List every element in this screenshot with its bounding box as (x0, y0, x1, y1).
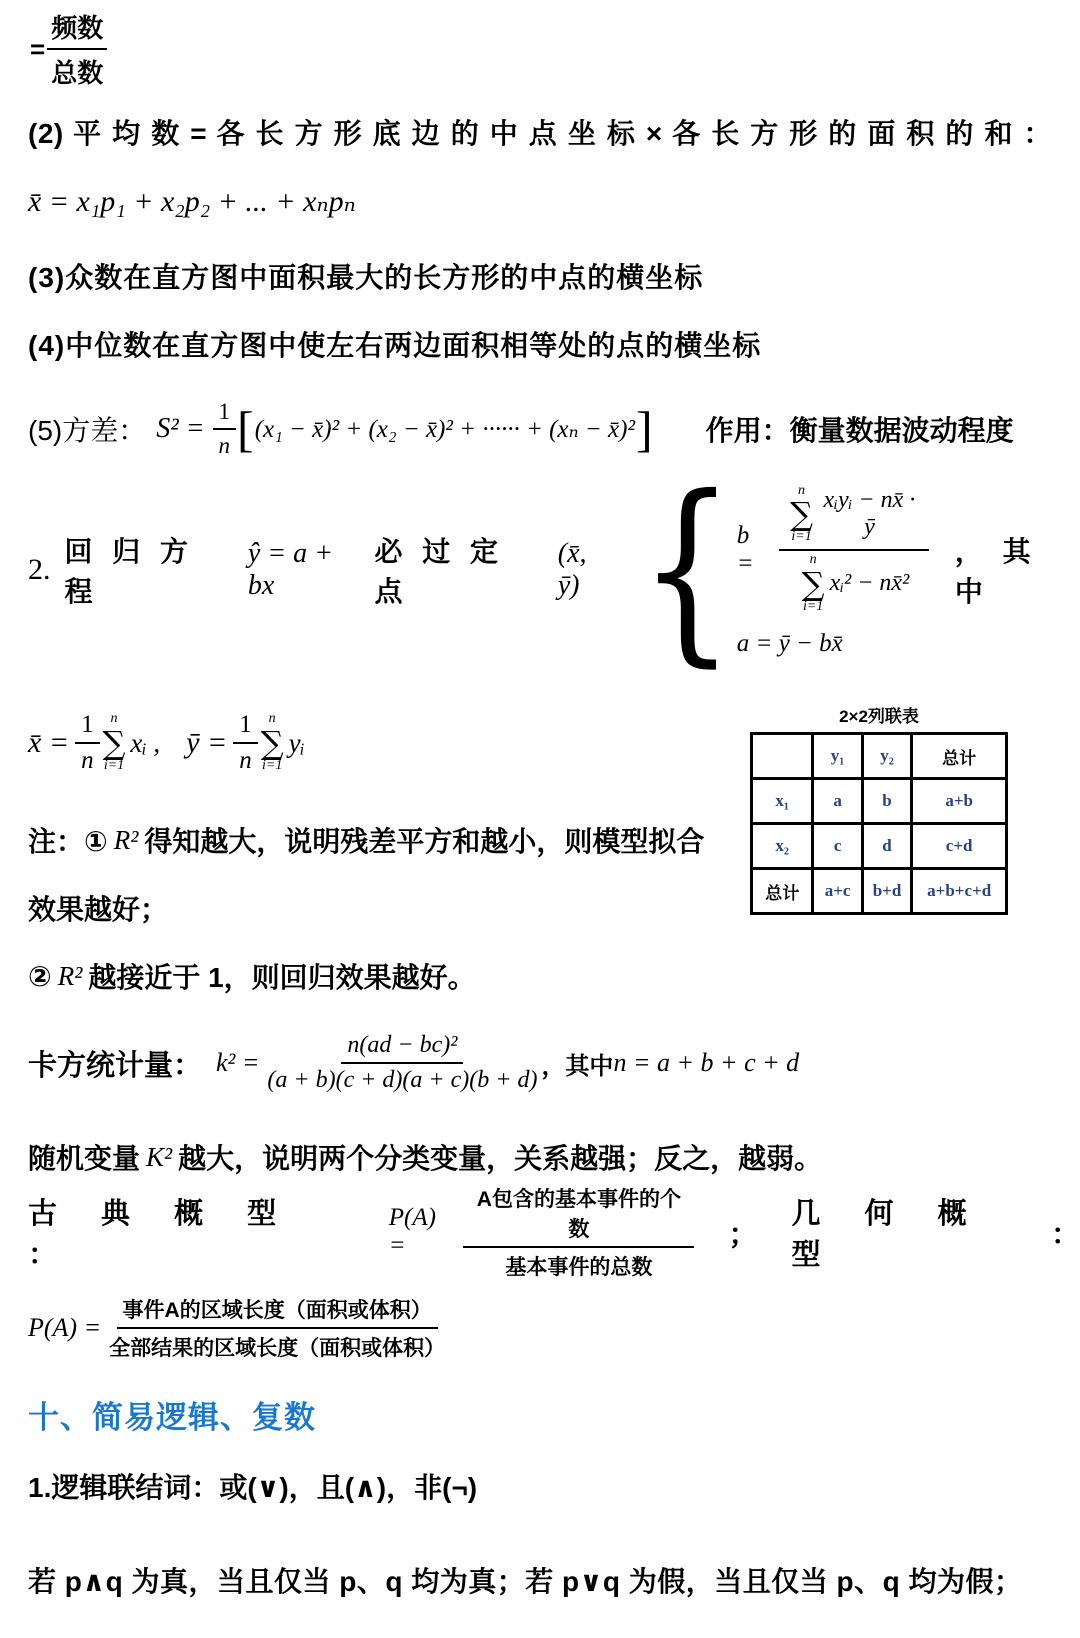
table-cell-y1: y₁ (813, 734, 862, 779)
geometric-fraction (109, 1294, 445, 1362)
k-squared-lhs: k² = (216, 1048, 260, 1077)
logic-truth-line: 若 p∧q 为真，当且仅当 p、q 均为真；若 p∨q 为假，当且仅当 p、q 均为假； (28, 1566, 1023, 1597)
geometric-label: 几 何 概 型 (791, 1198, 985, 1271)
contingency-table (750, 732, 1008, 915)
classical-label: 古 典 概 型 ： (28, 1198, 295, 1271)
sum-sigma: ∑ (260, 724, 284, 762)
sum-upper-limit: n (809, 552, 817, 567)
summation-symbol (103, 712, 126, 773)
one-over-n-fraction (75, 711, 100, 775)
table-cell: c+d (912, 824, 1007, 869)
colon: ： (1050, 1218, 1080, 1251)
mode-line: (3)众数在直方图中面积最大的长方形的中点的横坐标 (28, 262, 704, 293)
frequency-fraction (30, 8, 107, 90)
a-coefficient-formula: a = ȳ − bx̄ (736, 630, 843, 658)
sum-upper-limit: n (268, 711, 276, 727)
table-cell: a+b+c+d (912, 869, 1007, 914)
b-coefficient-formula (737, 482, 929, 619)
table-row (752, 869, 1007, 914)
equals-sign: = (30, 33, 46, 64)
table-cell-x1: x₁ (752, 779, 813, 824)
variance-lhs: S² = (156, 413, 205, 444)
fraction-denominator: (a + b)(c + d)(a + c)(b + d) (267, 1067, 538, 1093)
fraction-numerator: n(ad − bc)² (341, 1032, 463, 1064)
table-title: 2×2列联表 (839, 707, 919, 726)
geometric-probability-formula (28, 1288, 445, 1368)
fraction-denominator: 基本事件的总数 (505, 1256, 653, 1279)
table-cell-total: 总计 (752, 869, 813, 914)
y-terms: yᵢ (288, 727, 305, 758)
random-variable-line (28, 1137, 822, 1177)
mean-formula: x̄ = x₁p₁ + x₂p₂ + ... + xₙpₙ (28, 185, 356, 218)
line-text: 越大，说明两个分类变量，关系越强；反之，越弱。 (178, 1143, 823, 1174)
variance-purpose-note: 作用：衡量数据波动程度 (705, 415, 1014, 446)
table-cell: c (813, 824, 862, 869)
regression-text-1: 回 归 方 程 (64, 536, 195, 607)
b-numerator-terms: xᵢyᵢ − nx̄ · ȳ (823, 487, 916, 541)
right-bracket: ] (635, 401, 653, 457)
sum-upper-limit: n (798, 482, 806, 498)
note-r-squared-2 (28, 956, 476, 996)
chi-square-line (28, 1020, 799, 1106)
summation-symbol (790, 484, 813, 545)
note-text: 得知越大，说明残差平方和越小，则模型拟合 (144, 826, 705, 857)
fraction-denominator: 总数 (51, 58, 104, 88)
fraction-numerator: 1 (233, 711, 258, 744)
table-cell-x2: x₂ (752, 824, 813, 869)
sample-means-formulas (28, 700, 305, 786)
regression-line (28, 455, 1080, 685)
fraction-denominator: 全部结果的区域长度（面积或体积） (109, 1337, 446, 1360)
note-continuation: 效果越好； (28, 894, 169, 925)
variance-line (28, 393, 1014, 465)
probability-lhs: P(A) = (388, 1204, 436, 1259)
fraction-denominator: n (81, 747, 94, 774)
table-cell: b+d (862, 869, 912, 914)
probability-lhs: P(A) = (28, 1313, 102, 1342)
table-cell-y2: y₂ (862, 734, 912, 779)
x-bar-lhs: x̄ = (28, 726, 70, 759)
note-prefix: ② (28, 960, 52, 992)
table-cell: d (862, 824, 912, 869)
table-cell-total: 总计 (912, 734, 1007, 779)
fraction-numerator: A包含的基本事件的个数 (463, 1183, 694, 1248)
b-numerator (779, 482, 929, 551)
r-squared-symbol: R² (113, 824, 139, 855)
table-header-row (752, 734, 1007, 779)
variance-label: (5)方差： (28, 415, 147, 446)
b-lhs: b = (736, 522, 754, 577)
sum-sigma: ∑ (102, 724, 126, 762)
median-line: (4)中位数在直方图中使左右两边面积相等处的点的横坐标 (28, 330, 762, 361)
regression-tail-text: ， 其 中 (954, 536, 1037, 607)
line-prefix: 随机变量 (28, 1143, 141, 1174)
chi-square-label: 卡方统计量： (28, 1049, 203, 1082)
left-bracket: [ (237, 401, 254, 457)
table-row (752, 779, 1007, 824)
sum-sigma: ∑ (801, 564, 825, 603)
sum-lower-limit: i=1 (103, 758, 125, 773)
one-over-n-fraction (213, 399, 237, 459)
sum-lower-limit: i=1 (802, 598, 824, 614)
regression-equation: ŷ = a + bx (247, 538, 334, 601)
variance-terms: (x₁ − x̄)² + (x₂ − x̄)² + ······ + (xₙ − x̄)² (254, 416, 635, 443)
section-heading-logic-complex: 十、简易逻辑、复数 (28, 1400, 316, 1435)
contingency-table-block (750, 702, 1008, 915)
system-brace: { (639, 455, 735, 685)
note-r-squared-1 (28, 820, 704, 860)
note-prefix: 注：① (28, 826, 108, 857)
sum-sigma: ∑ (790, 495, 813, 534)
table-row (752, 824, 1007, 869)
x-terms: xᵢ , (130, 727, 161, 758)
r-squared-symbol: R² (57, 960, 83, 991)
b-denominator-terms: xᵢ² − nx̄² (829, 570, 910, 597)
fraction-numerator: 事件A的区域长度（面积或体积） (117, 1294, 438, 1329)
regression-text-2: 必 过 定 点 (374, 536, 504, 607)
summation-symbol (261, 712, 284, 773)
classical-fraction (463, 1183, 694, 1281)
fraction-numerator: 频数 (47, 8, 107, 50)
note-text: 越接近于 1，则回归效果越好。 (88, 962, 476, 993)
sum-lower-limit: i=1 (791, 529, 812, 545)
coefficient-system (737, 482, 929, 659)
sum-lower-limit: i=1 (261, 758, 283, 773)
summation-symbol (802, 553, 825, 614)
separator: ； (728, 1218, 758, 1251)
fraction-numerator: 1 (75, 711, 100, 744)
classical-probability-line (28, 1188, 1080, 1279)
fraction-denominator: n (239, 747, 252, 774)
table-cell: a+b (912, 779, 1007, 824)
fixed-point: (x̄, ȳ) (557, 538, 587, 601)
chi-square-fraction (267, 1032, 537, 1094)
k-squared-symbol: K² (146, 1141, 173, 1172)
sum-upper-limit: n (110, 711, 118, 727)
table-cell: b (862, 779, 912, 824)
b-denominator (791, 551, 918, 618)
table-cell: a+c (813, 869, 862, 914)
n-sum-formula: n = a + b + c + d (613, 1048, 800, 1077)
table-cell: a (813, 779, 862, 824)
fraction (47, 8, 107, 90)
fraction-numerator: 1 (213, 399, 237, 430)
table-cell-empty (752, 734, 813, 779)
where-text: ，其中 (541, 1052, 614, 1080)
y-bar-lhs: ȳ = (186, 726, 228, 759)
logic-connectives-line: 1.逻辑联结词：或(∨)，且(∧)，非(¬) (28, 1472, 478, 1503)
b-fraction (779, 482, 929, 619)
fraction-denominator: n (218, 433, 231, 458)
one-over-n-fraction (233, 711, 258, 775)
average-definition-line: (2) 平 均 数 = 各 长 方 形 底 边 的 中 点 坐 标 × 各 长 方 形 的 面 积 的 和 ： (28, 118, 1052, 149)
item-number: 2. (28, 553, 51, 586)
